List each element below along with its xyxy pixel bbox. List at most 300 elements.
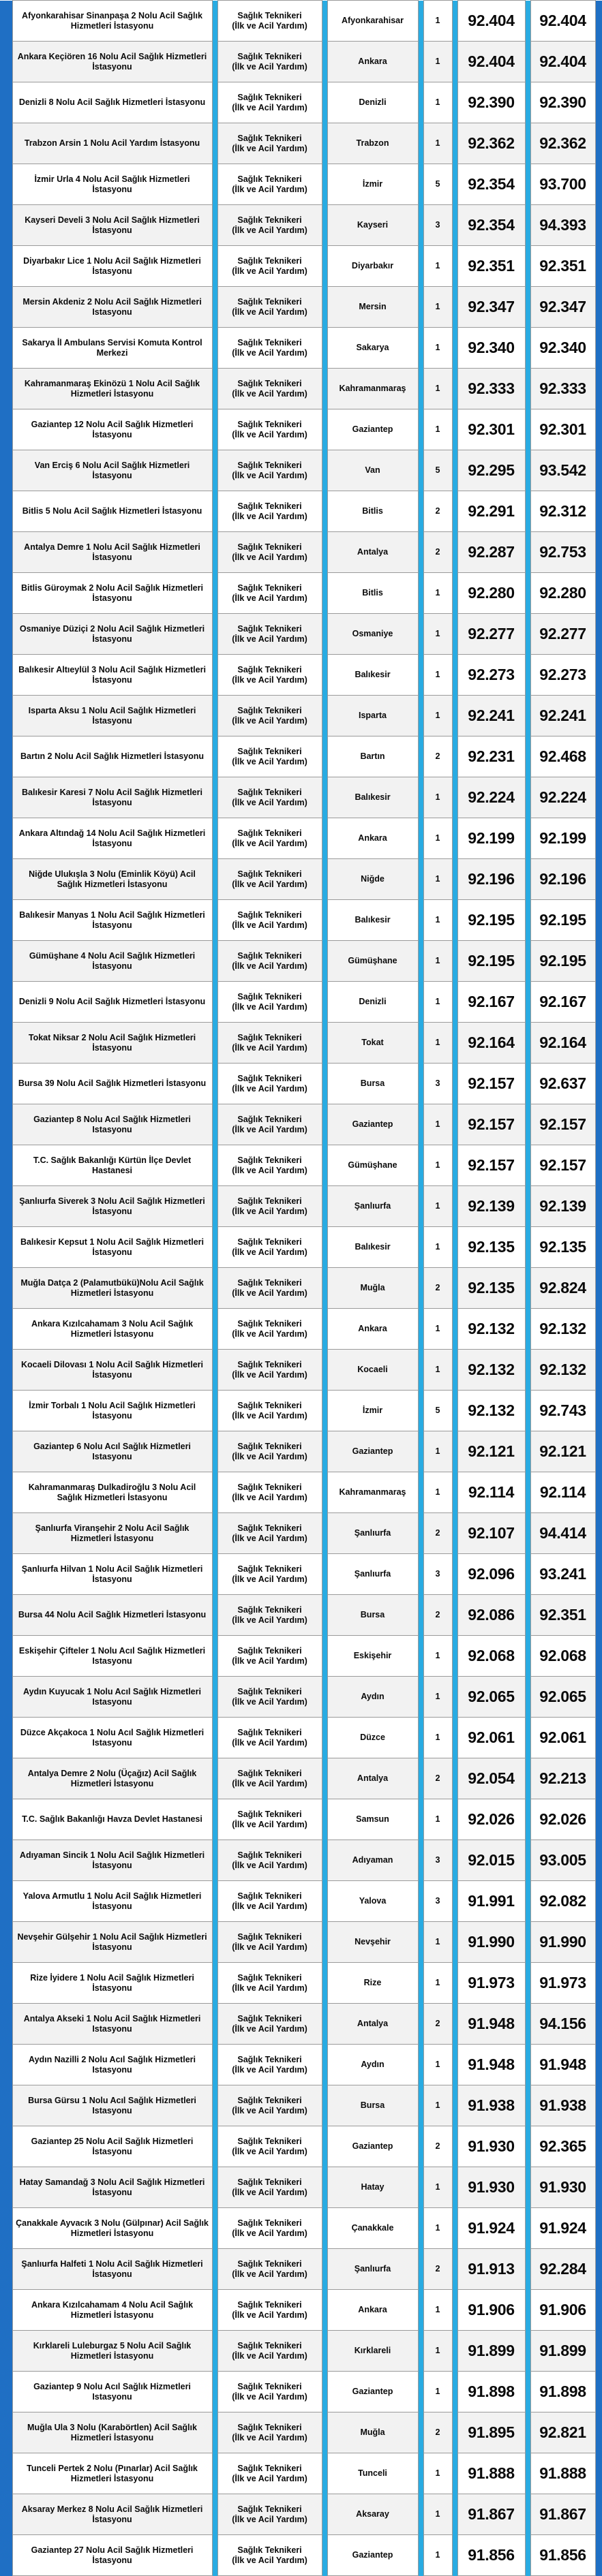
column-separator	[452, 1391, 457, 1431]
column-separator	[452, 1554, 457, 1595]
column-separator	[525, 1840, 530, 1881]
max-score-cell: 92.241	[530, 696, 595, 736]
job-title-line1: Sağlık Teknikeri	[237, 583, 302, 593]
column-separator	[322, 246, 327, 287]
column-separator	[452, 123, 457, 164]
min-score-cell: 92.404	[457, 1, 525, 42]
right-blue-gutter	[595, 164, 602, 205]
table-row	[0, 1145, 602, 1186]
column-separator	[525, 450, 530, 491]
quota-count-cell: 5	[423, 164, 452, 205]
column-separator	[418, 2167, 423, 2208]
institution-name-cell: Gaziantep 27 Nolu Acil Sağlık Hizmetleri İstasyonu	[12, 2535, 212, 2576]
column-separator	[452, 205, 457, 246]
max-score-cell: 91.898	[530, 2372, 595, 2412]
table-row	[0, 941, 602, 982]
column-separator	[525, 532, 530, 573]
right-blue-gutter	[595, 2085, 602, 2126]
column-separator	[418, 1186, 423, 1227]
table-row	[0, 1104, 602, 1145]
job-title-line2: (İlk ve Acil Yardım)	[232, 1737, 307, 1748]
city-cell: Nevşehir	[327, 1922, 418, 1963]
min-score-cell: 91.990	[457, 1922, 525, 1963]
right-blue-gutter	[595, 2167, 602, 2208]
job-title-line1: Sağlık Teknikeri	[237, 1482, 302, 1492]
column-separator	[452, 1677, 457, 1718]
column-separator	[322, 941, 327, 982]
left-blue-gutter	[0, 1431, 12, 1472]
column-separator	[525, 2085, 530, 2126]
column-separator	[525, 2290, 530, 2331]
job-title-cell	[217, 123, 322, 164]
column-separator	[322, 1472, 327, 1513]
max-score-cell: 92.195	[530, 900, 595, 941]
column-separator	[525, 1595, 530, 1636]
quota-count-cell: 1	[423, 982, 452, 1023]
table-row	[0, 573, 602, 614]
right-blue-gutter	[595, 287, 602, 328]
job-title-line2: (İlk ve Acil Yardım)	[232, 1247, 307, 1257]
job-title-line1: Sağlık Teknikeri	[237, 1972, 302, 1983]
job-title-cell	[217, 655, 322, 696]
job-title-cell	[217, 2372, 322, 2412]
column-separator	[525, 655, 530, 696]
quota-count-cell: 1	[423, 409, 452, 450]
job-title-line2: (İlk ve Acil Yardım)	[232, 1410, 307, 1421]
table-row	[0, 1840, 602, 1881]
job-title-line2: (İlk ve Acil Yardım)	[232, 1206, 307, 1216]
job-title-cell	[217, 1840, 322, 1881]
table-row	[0, 2331, 602, 2372]
institution-name-cell: Çanakkale Ayvacık 3 Nolu (Gülpınar) Acil Sağlık Hizmetleri İstasyonu	[12, 2208, 212, 2249]
institution-name-cell: Aksaray Merkez 8 Nolu Acil Sağlık Hizmetleri İstasyonu	[12, 2494, 212, 2535]
column-separator	[452, 164, 457, 205]
institution-name-cell: Trabzon Arsin 1 Nolu Acil Yardım İstasyonu	[12, 123, 212, 164]
quota-count-cell: 3	[423, 1840, 452, 1881]
city-cell: Kahramanmaraş	[327, 1472, 418, 1513]
column-separator	[212, 1023, 217, 1064]
left-blue-gutter	[0, 2372, 12, 2412]
min-score-cell: 92.132	[457, 1309, 525, 1350]
left-blue-gutter	[0, 2412, 12, 2453]
institution-name-cell: Tokat Niksar 2 Nolu Acil Sağlık Hizmetleri İstasyonu	[12, 1023, 212, 1064]
column-separator	[322, 2290, 327, 2331]
right-blue-gutter	[595, 2004, 602, 2045]
max-score-cell: 93.542	[530, 450, 595, 491]
city-cell: Şanlıurfa	[327, 1186, 418, 1227]
quota-count-cell: 1	[423, 1963, 452, 2004]
right-blue-gutter	[595, 1145, 602, 1186]
max-score-cell: 93.005	[530, 1840, 595, 1881]
job-title-line1: Sağlık Teknikeri	[237, 501, 302, 511]
job-title-line2: (İlk ve Acil Yardım)	[232, 266, 307, 276]
city-cell: Antalya	[327, 1758, 418, 1799]
column-separator	[525, 328, 530, 369]
min-score-cell: 92.157	[457, 1104, 525, 1145]
job-title-cell	[217, 2004, 322, 2045]
right-blue-gutter	[595, 409, 602, 450]
quota-count-cell: 1	[423, 2045, 452, 2085]
column-separator	[418, 655, 423, 696]
max-score-cell: 92.280	[530, 573, 595, 614]
quota-count-cell: 2	[423, 736, 452, 777]
job-title-line1: Sağlık Teknikeri	[237, 2136, 302, 2146]
institution-name-cell: Gaziantep 6 Nolu Acıl Sağlık Hizmetleri Istasyonu	[12, 1431, 212, 1472]
column-separator	[212, 859, 217, 900]
right-blue-gutter	[595, 1023, 602, 1064]
table-row	[0, 859, 602, 900]
column-separator	[525, 1227, 530, 1268]
column-separator	[452, 1431, 457, 1472]
column-separator	[452, 1758, 457, 1799]
column-separator	[418, 818, 423, 859]
job-title-line2: (İlk ve Acil Yardım)	[232, 2310, 307, 2320]
min-score-cell: 92.167	[457, 982, 525, 1023]
column-separator	[452, 655, 457, 696]
column-separator	[322, 2004, 327, 2045]
left-blue-gutter	[0, 2494, 12, 2535]
right-blue-gutter	[595, 1513, 602, 1554]
right-blue-gutter	[595, 1963, 602, 2004]
right-blue-gutter	[595, 696, 602, 736]
table-row	[0, 2167, 602, 2208]
job-title-cell	[217, 2249, 322, 2290]
column-separator	[418, 1431, 423, 1472]
min-score-cell: 91.948	[457, 2045, 525, 2085]
right-blue-gutter	[595, 1718, 602, 1758]
column-separator	[418, 1309, 423, 1350]
city-cell: Şanlıurfa	[327, 1513, 418, 1554]
quota-count-cell: 3	[423, 1554, 452, 1595]
quota-count-cell: 1	[423, 1922, 452, 1963]
min-score-cell: 91.906	[457, 2290, 525, 2331]
min-score-cell: 92.135	[457, 1227, 525, 1268]
table-row	[0, 164, 602, 205]
column-separator	[322, 328, 327, 369]
min-score-cell: 92.157	[457, 1064, 525, 1104]
min-score-cell: 92.121	[457, 1431, 525, 1472]
column-separator	[322, 1186, 327, 1227]
job-title-cell	[217, 818, 322, 859]
job-title-cell	[217, 409, 322, 450]
min-score-cell: 92.199	[457, 818, 525, 859]
column-separator	[212, 1268, 217, 1309]
column-separator	[452, 2290, 457, 2331]
right-blue-gutter	[595, 2126, 602, 2167]
job-title-line1: Sağlık Teknikeri	[237, 2177, 302, 2187]
column-separator	[418, 1, 423, 42]
max-score-cell: 91.973	[530, 1963, 595, 2004]
max-score-cell: 92.753	[530, 532, 595, 573]
column-separator	[212, 491, 217, 532]
column-separator	[418, 573, 423, 614]
column-separator	[452, 2167, 457, 2208]
table-row	[0, 1636, 602, 1677]
column-separator	[212, 2004, 217, 2045]
column-separator	[452, 2045, 457, 2085]
table-row	[0, 82, 602, 123]
max-score-cell: 91.948	[530, 2045, 595, 2085]
min-score-cell: 91.856	[457, 2535, 525, 2576]
institution-name-cell: Bitlis Güroymak 2 Nolu Acil Sağlık Hizmetleri İstasyonu	[12, 573, 212, 614]
job-title-line2: (İlk ve Acil Yardım)	[232, 1983, 307, 1993]
column-separator	[212, 1145, 217, 1186]
min-score-cell: 92.354	[457, 205, 525, 246]
column-separator	[452, 2208, 457, 2249]
institution-name-cell: Şanlıurfa Siverek 3 Nolu Acil Sağlık Hizmetleri İstasyonu	[12, 1186, 212, 1227]
table-row	[0, 2208, 602, 2249]
max-score-cell: 92.061	[530, 1718, 595, 1758]
column-separator	[212, 82, 217, 123]
max-score-cell: 91.906	[530, 2290, 595, 2331]
quota-count-cell: 1	[423, 287, 452, 328]
table-row	[0, 736, 602, 777]
table-row	[0, 1268, 602, 1309]
institution-name-cell: Ankara Kızılcahamam 3 Nolu Acil Sağlık Hizmetleri İstasyonu	[12, 1309, 212, 1350]
column-separator	[525, 1881, 530, 1922]
column-separator	[418, 1636, 423, 1677]
institution-name-cell: Bartın 2 Nolu Acil Sağlık Hizmetleri İstasyonu	[12, 736, 212, 777]
column-separator	[212, 2167, 217, 2208]
column-separator	[418, 736, 423, 777]
column-separator	[322, 1227, 327, 1268]
job-title-line2: (İlk ve Acil Yardım)	[232, 552, 307, 562]
min-score-cell: 92.135	[457, 1268, 525, 1309]
max-score-cell: 92.404	[530, 42, 595, 82]
column-separator	[322, 1758, 327, 1799]
job-title-cell	[217, 1186, 322, 1227]
job-title-line1: Sağlık Teknikeri	[237, 542, 302, 552]
column-separator	[212, 655, 217, 696]
job-title-line2: (İlk ve Acil Yardım)	[232, 2023, 307, 2034]
city-cell: Yalova	[327, 1881, 418, 1922]
table-row	[0, 1, 602, 42]
column-separator	[322, 1309, 327, 1350]
column-separator	[418, 696, 423, 736]
column-separator	[525, 246, 530, 287]
job-title-line1: Sağlık Teknikeri	[237, 1155, 302, 1165]
max-score-cell: 92.273	[530, 655, 595, 696]
job-title-line1: Sağlık Teknikeri	[237, 1850, 302, 1860]
quota-count-cell: 2	[423, 2004, 452, 2045]
institution-name-cell: Kayseri Develi 3 Nolu Acil Sağlık Hizmetleri İstasyonu	[12, 205, 212, 246]
min-score-cell: 91.898	[457, 2372, 525, 2412]
right-blue-gutter	[595, 736, 602, 777]
quota-count-cell: 1	[423, 818, 452, 859]
city-cell: Balıkesir	[327, 1227, 418, 1268]
left-blue-gutter	[0, 1513, 12, 1554]
column-separator	[212, 1513, 217, 1554]
column-separator	[525, 2126, 530, 2167]
institution-name-cell: Denizli 8 Nolu Acil Sağlık Hizmetleri İstasyonu	[12, 82, 212, 123]
table-row	[0, 123, 602, 164]
city-cell: Kayseri	[327, 205, 418, 246]
column-separator	[212, 1718, 217, 1758]
city-cell: Gaziantep	[327, 1104, 418, 1145]
job-title-line1: Sağlık Teknikeri	[237, 1523, 302, 1533]
right-blue-gutter	[595, 205, 602, 246]
column-separator	[212, 1431, 217, 1472]
city-cell: Şanlıurfa	[327, 1554, 418, 1595]
column-separator	[418, 328, 423, 369]
institution-name-cell: İzmir Urla 4 Nolu Acil Sağlık Hizmetleri İstasyonu	[12, 164, 212, 205]
max-score-cell: 94.156	[530, 2004, 595, 2045]
column-separator	[452, 1963, 457, 2004]
quota-count-cell: 1	[423, 1186, 452, 1227]
job-title-line1: Sağlık Teknikeri	[237, 460, 302, 470]
job-title-line1: Sağlık Teknikeri	[237, 623, 302, 634]
job-title-line1: Sağlık Teknikeri	[237, 296, 302, 307]
job-title-line1: Sağlık Teknikeri	[237, 2340, 302, 2350]
city-cell: Mersin	[327, 287, 418, 328]
column-separator	[212, 982, 217, 1023]
job-title-line2: (İlk ve Acil Yardım)	[232, 2105, 307, 2115]
max-score-cell: 92.340	[530, 328, 595, 369]
institution-name-cell: Antalya Demre 2 Nolu (Üçağız) Acil Sağlık Hizmetleri İstasyonu	[12, 1758, 212, 1799]
column-separator	[418, 2331, 423, 2372]
job-title-line2: (İlk ve Acil Yardım)	[232, 2432, 307, 2442]
table-row	[0, 1064, 602, 1104]
job-title-cell	[217, 696, 322, 736]
min-score-cell: 92.273	[457, 655, 525, 696]
job-title-cell	[217, 614, 322, 655]
job-title-line1: Sağlık Teknikeri	[237, 174, 302, 184]
column-separator	[525, 491, 530, 532]
job-title-cell	[217, 1595, 322, 1636]
column-separator	[322, 82, 327, 123]
city-cell: Tokat	[327, 1023, 418, 1064]
column-separator	[322, 1963, 327, 2004]
column-separator	[322, 2372, 327, 2412]
institution-name-cell: Kocaeli Dilovası 1 Nolu Acil Sağlık Hizmetleri İstasyonu	[12, 1350, 212, 1391]
left-blue-gutter	[0, 1472, 12, 1513]
min-score-cell: 92.333	[457, 369, 525, 409]
quota-count-cell: 1	[423, 123, 452, 164]
column-separator	[525, 164, 530, 205]
job-title-cell	[217, 1922, 322, 1963]
column-separator	[525, 1064, 530, 1104]
quota-count-cell: 1	[423, 900, 452, 941]
column-separator	[212, 42, 217, 82]
column-separator	[212, 2085, 217, 2126]
column-separator	[322, 573, 327, 614]
job-title-line1: Sağlık Teknikeri	[237, 1441, 302, 1451]
column-separator	[452, 818, 457, 859]
column-separator	[212, 1881, 217, 1922]
column-separator	[452, 1186, 457, 1227]
column-separator	[452, 2249, 457, 2290]
city-cell: Çanakkale	[327, 2208, 418, 2249]
max-score-cell: 92.065	[530, 1677, 595, 1718]
right-blue-gutter	[595, 1922, 602, 1963]
max-score-cell: 92.157	[530, 1104, 595, 1145]
right-blue-gutter	[595, 2372, 602, 2412]
left-blue-gutter	[0, 1963, 12, 2004]
column-separator	[322, 1718, 327, 1758]
column-separator	[525, 1391, 530, 1431]
job-title-line1: Sağlık Teknikeri	[237, 1931, 302, 1942]
city-cell: Bitlis	[327, 491, 418, 532]
job-title-line1: Sağlık Teknikeri	[237, 950, 302, 961]
left-blue-gutter	[0, 164, 12, 205]
job-title-cell	[217, 164, 322, 205]
column-separator	[322, 1431, 327, 1472]
quota-count-cell: 1	[423, 777, 452, 818]
column-separator	[322, 2167, 327, 2208]
min-score-cell: 92.241	[457, 696, 525, 736]
min-score-cell: 92.277	[457, 614, 525, 655]
job-title-cell	[217, 246, 322, 287]
city-cell: Ankara	[327, 818, 418, 859]
min-score-cell: 92.287	[457, 532, 525, 573]
quota-count-cell: 1	[423, 696, 452, 736]
left-blue-gutter	[0, 2167, 12, 2208]
column-separator	[418, 614, 423, 655]
quota-count-cell: 1	[423, 1023, 452, 1064]
job-title-line1: Sağlık Teknikeri	[237, 51, 302, 61]
institution-name-cell: Balıkesir Kepsut 1 Nolu Acil Sağlık Hizmetleri İstasyonu	[12, 1227, 212, 1268]
min-score-cell: 92.107	[457, 1513, 525, 1554]
institution-name-cell: Bursa Gürsu 1 Nolu Acıl Sağlık Hizmetleri Istasyonu	[12, 2085, 212, 2126]
min-score-cell: 92.291	[457, 491, 525, 532]
right-blue-gutter	[595, 1064, 602, 1104]
max-score-cell: 92.312	[530, 491, 595, 532]
max-score-cell: 92.139	[530, 1186, 595, 1227]
column-separator	[418, 1595, 423, 1636]
job-title-line1: Sağlık Teknikeri	[237, 1564, 302, 1574]
quota-count-cell: 1	[423, 573, 452, 614]
column-separator	[452, 1350, 457, 1391]
institution-name-cell: Osmaniye Düziçi 2 Nolu Acil Sağlık Hizmetleri İstasyonu	[12, 614, 212, 655]
table-row	[0, 1472, 602, 1513]
job-title-line2: (İlk ve Acil Yardım)	[232, 143, 307, 153]
institution-name-cell: Nevşehir Gülşehir 1 Nolu Acil Sağlık Hizmetleri İstasyonu	[12, 1922, 212, 1963]
column-separator	[212, 1186, 217, 1227]
job-title-line2: (İlk ve Acil Yardım)	[232, 20, 307, 31]
column-separator	[212, 1227, 217, 1268]
column-separator	[452, 2085, 457, 2126]
job-title-line1: Sağlık Teknikeri	[237, 2381, 302, 2391]
table-row	[0, 1309, 602, 1350]
job-title-line2: (İlk ve Acil Yardım)	[232, 1901, 307, 1911]
left-blue-gutter	[0, 777, 12, 818]
column-separator	[525, 1350, 530, 1391]
right-blue-gutter	[595, 246, 602, 287]
column-separator	[418, 2045, 423, 2085]
column-separator	[452, 369, 457, 409]
column-separator	[525, 2208, 530, 2249]
left-blue-gutter	[0, 2535, 12, 2576]
quota-count-cell: 1	[423, 42, 452, 82]
column-separator	[525, 1963, 530, 2004]
city-cell: Bitlis	[327, 573, 418, 614]
right-blue-gutter	[595, 941, 602, 982]
job-title-line1: Sağlık Teknikeri	[237, 92, 302, 102]
column-separator	[212, 246, 217, 287]
column-separator	[452, 2494, 457, 2535]
column-separator	[212, 2453, 217, 2494]
job-title-cell	[217, 2535, 322, 2576]
min-score-cell: 92.132	[457, 1391, 525, 1431]
quota-count-cell: 2	[423, 491, 452, 532]
job-title-cell	[217, 736, 322, 777]
institution-name-cell: Ankara Keçiören 16 Nolu Acil Sağlık Hizmetleri İstasyonu	[12, 42, 212, 82]
job-title-line2: (İlk ve Acil Yardım)	[232, 797, 307, 807]
left-blue-gutter	[0, 1636, 12, 1677]
column-separator	[322, 1922, 327, 1963]
column-separator	[212, 328, 217, 369]
column-separator	[212, 1064, 217, 1104]
